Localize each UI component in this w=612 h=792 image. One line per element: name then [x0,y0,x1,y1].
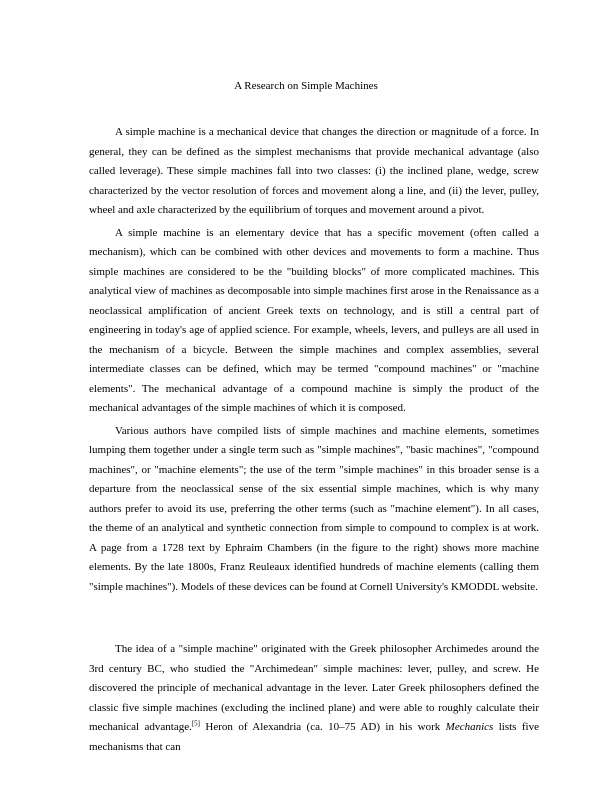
citation-ref: [5] [191,719,200,728]
history-text-end: lists five mechanisms that can [89,721,539,753]
paragraph-elementary-device: A simple machine is an elementary device that has a specific movement (often called a mechanism), which can be combined with other devices and movements to form a machine. Thus simple machines are considered to be the "building blocks" of more complicated machines. This analytical view of machines as decomposable into simple machines first arose in the Renaissance as a neoclassical amplification of ancient Greek texts on technology, and is still a central part of engineering in today's age of applied science. For example, wheels, levers, and pulleys are all used in the mechanism of a bicycle. Between the simple machines and complex assemblies, several intermediate classes can be defined, which may be termed "compound machines" or "machine elements". The mechanical advantage of a compound machine is simply the product of the mechanical advantages of the simple machines of which it is composed. [89,226,539,414]
paragraph-machine-elements: Various authors have compiled lists of simple machines and machine elements, sometimes lumping them together under a single term such as "simple machines", "basic machines", "compound machines", or "machine elements"; the use of the term "simple machines" in this broader sense is a departure from the neoclassical sense of the six essential simple machines, which is why many authors prefer to avoid its use, preferring the other terms (such as "machine element"). In all cases, the theme of an analytical and synthetic connection from simple to compound to complex is at work. A page from a 1728 text by Ephraim Chambers (in the figure to the right) shows more machine elements. By the late 1800s, Franz Reuleaux identified hundreds of machine elements (calling them "simple machines"). Models of these devices can be found at Cornell University's KMODDL website. [89,424,539,593]
book-title: Mechanics [445,721,494,733]
paragraph-definition: A simple machine is a mechanical device that changes the direction or magnitude of a force. In general, they can be defined as the simplest mechanisms that provide mechanical advantage (also called leverage). These simple machines fall into two classes: (i) the inclined plane, wedge, screw characterized by the vector resolution of forces and movement along a line, and (ii) the lever, pulley, wheel and axle characterized by the equilibrium of torques and movement around a pivot. [89,126,539,216]
history-text-continued: Heron of Alexandria (ca. 10–75 AD) in his work [200,721,446,733]
document-body [89,123,539,760]
paragraph-history [89,640,539,757]
document-title: A Research on Simple Machines [234,80,378,92]
history-text: The idea of a "simple machine" originated with the Greek philosopher Archimedes around the 3rd century BC, who studied the "Archimedean" simple machines: lever, pulley, and screw. He discovered the principle of mechanical advantage in the lever. Later Greek philosophers defined the classic five simple machines (excluding the inclined plane) and were able to roughly calculate their mechanical advantage. [89,643,539,733]
